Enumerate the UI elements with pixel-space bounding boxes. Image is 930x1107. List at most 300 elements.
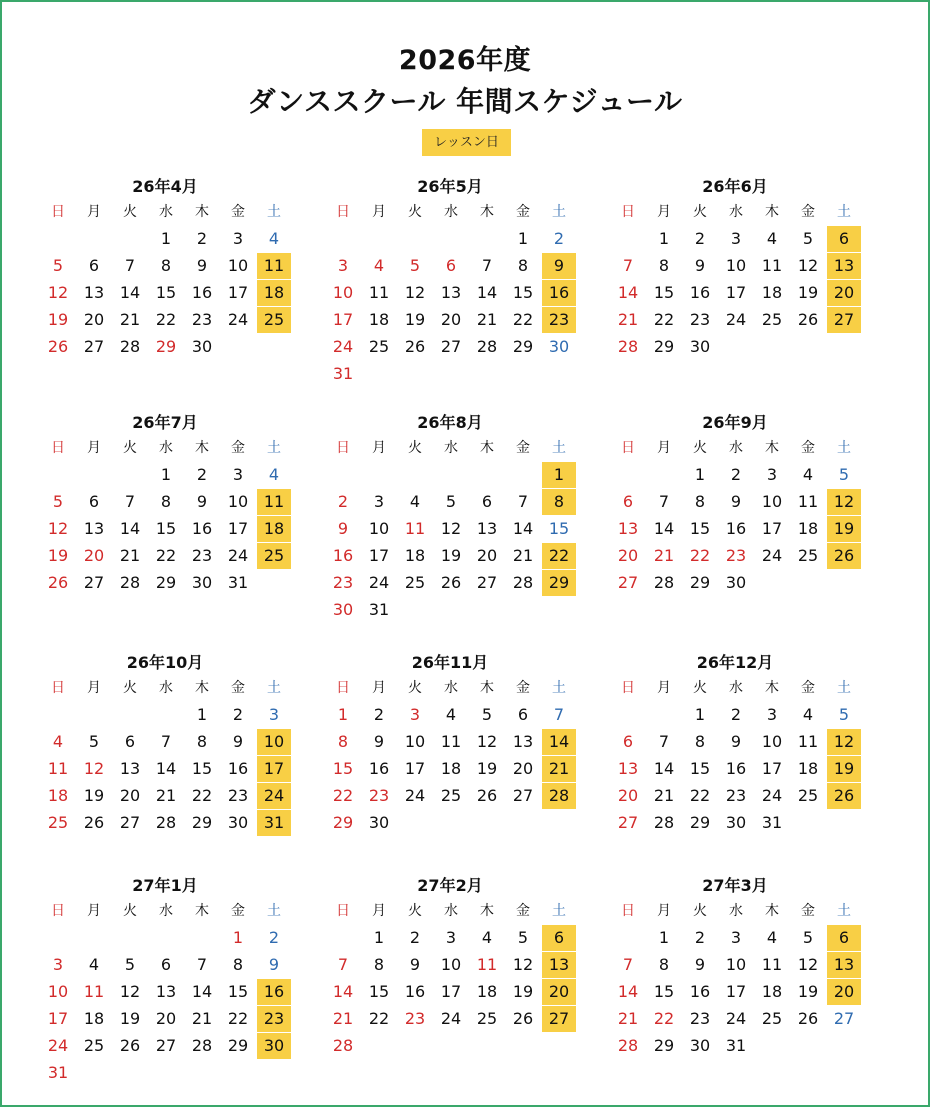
weekday-header: 月 xyxy=(657,903,671,919)
calendar-day: 27 xyxy=(440,337,462,356)
lesson-day: 6 xyxy=(827,925,861,951)
calendar-day: 27 xyxy=(155,1036,177,1055)
weekday-header: 月 xyxy=(372,903,386,919)
calendar-day: 22 xyxy=(368,1009,390,1028)
calendar-day: 6 xyxy=(445,256,457,275)
calendar-day: 31 xyxy=(368,600,390,619)
calendar-day: 7 xyxy=(658,492,670,511)
calendar-day: 15 xyxy=(548,519,570,538)
weekday-header: 日 xyxy=(51,680,65,696)
weekday-header: 土 xyxy=(267,903,281,919)
calendar-day: 23 xyxy=(725,786,747,805)
calendar-day: 14 xyxy=(119,283,141,302)
calendar-day: 28 xyxy=(155,813,177,832)
lesson-day: 26 xyxy=(827,543,861,569)
weekday-header: 金 xyxy=(516,204,530,220)
calendar-day: 9 xyxy=(409,955,421,974)
weekday-header: 月 xyxy=(657,440,671,456)
calendar-day: 5 xyxy=(52,256,64,275)
weekday-header: 土 xyxy=(837,440,851,456)
calendar-day: 17 xyxy=(227,283,249,302)
calendar-day: 17 xyxy=(725,982,747,1001)
calendar-day: 22 xyxy=(689,786,711,805)
calendar-day: 19 xyxy=(404,310,426,329)
calendar-day: 16 xyxy=(191,519,213,538)
lesson-day: 20 xyxy=(827,280,861,306)
calendar-day: 12 xyxy=(47,519,69,538)
calendar-day: 13 xyxy=(155,982,177,1001)
lesson-day: 10 xyxy=(257,729,291,755)
year-title: 2026年度 xyxy=(398,45,532,76)
lesson-day: 16 xyxy=(257,979,291,1005)
weekday-header: 日 xyxy=(621,680,635,696)
calendar-day: 6 xyxy=(622,492,634,511)
calendar-day: 13 xyxy=(83,283,105,302)
calendar-day: 24 xyxy=(227,310,249,329)
calendar-day: 25 xyxy=(83,1036,105,1055)
calendar-day: 15 xyxy=(653,982,675,1001)
calendar-day: 12 xyxy=(797,955,819,974)
calendar-day: 16 xyxy=(191,283,213,302)
calendar-day: 8 xyxy=(337,732,349,751)
weekday-header: 日 xyxy=(336,903,350,919)
weekday-header: 土 xyxy=(837,903,851,919)
weekday-header: 月 xyxy=(87,440,101,456)
calendar-day: 3 xyxy=(409,705,421,724)
calendar-day: 20 xyxy=(83,546,105,565)
calendar-day: 12 xyxy=(797,256,819,275)
lesson-day: 18 xyxy=(257,516,291,542)
calendar-day: 21 xyxy=(617,1009,639,1028)
weekday-header: 土 xyxy=(552,440,566,456)
lesson-day: 6 xyxy=(542,925,576,951)
calendar-day: 17 xyxy=(47,1009,69,1028)
calendar-day: 30 xyxy=(191,337,213,356)
calendar-day: 1 xyxy=(160,465,172,484)
calendar-day: 11 xyxy=(83,982,105,1001)
calendar-day: 28 xyxy=(512,573,534,592)
lesson-day: 17 xyxy=(257,756,291,782)
calendar-day: 20 xyxy=(119,786,141,805)
lesson-day: 12 xyxy=(827,489,861,515)
calendar-day: 1 xyxy=(160,229,172,248)
calendar-day: 21 xyxy=(191,1009,213,1028)
calendar-day: 7 xyxy=(337,955,349,974)
calendar-day: 23 xyxy=(368,786,390,805)
calendar-day: 24 xyxy=(725,1009,747,1028)
month-title: 26年6月 xyxy=(702,177,768,196)
month-title: 26年12月 xyxy=(696,653,774,672)
calendar-day: 22 xyxy=(512,310,534,329)
calendar-day: 5 xyxy=(838,705,850,724)
calendar-day: 14 xyxy=(512,519,534,538)
weekday-header: 木 xyxy=(195,204,209,220)
calendar-day: 15 xyxy=(191,759,213,778)
calendar-day: 25 xyxy=(476,1009,498,1028)
calendar-day: 26 xyxy=(797,1009,819,1028)
weekday-header: 水 xyxy=(729,440,743,456)
calendar-day: 13 xyxy=(440,283,462,302)
calendar-day: 2 xyxy=(196,229,208,248)
month-title: 26年5月 xyxy=(417,177,483,196)
calendar-day: 27 xyxy=(83,337,105,356)
calendar-day: 8 xyxy=(232,955,244,974)
weekday-header: 月 xyxy=(372,680,386,696)
weekday-header: 月 xyxy=(657,204,671,220)
calendar-day: 14 xyxy=(617,283,639,302)
lesson-day: 24 xyxy=(257,783,291,809)
calendar-day: 30 xyxy=(689,337,711,356)
calendar-day: 2 xyxy=(409,928,421,947)
calendar-day: 6 xyxy=(517,705,529,724)
calendar-day: 10 xyxy=(227,492,249,511)
calendar-day: 18 xyxy=(83,1009,105,1028)
calendar-day: 26 xyxy=(47,337,69,356)
calendar-day: 21 xyxy=(332,1009,354,1028)
calendar-day: 25 xyxy=(761,1009,783,1028)
calendar-day: 9 xyxy=(694,955,706,974)
weekday-header: 金 xyxy=(801,204,815,220)
calendar-day: 12 xyxy=(404,283,426,302)
calendar-day: 9 xyxy=(730,492,742,511)
calendar-day: 2 xyxy=(730,705,742,724)
calendar-day: 26 xyxy=(83,813,105,832)
calendar-day: 28 xyxy=(617,337,639,356)
weekday-header: 木 xyxy=(765,903,779,919)
weekday-header: 金 xyxy=(516,440,530,456)
calendar-day: 31 xyxy=(47,1063,69,1082)
weekday-header: 金 xyxy=(231,440,245,456)
calendar-day: 5 xyxy=(409,256,421,275)
calendar-day: 12 xyxy=(440,519,462,538)
calendar-day: 28 xyxy=(119,337,141,356)
lesson-day: 1 xyxy=(542,462,576,488)
weekday-header: 火 xyxy=(408,204,422,220)
lesson-day: 13 xyxy=(827,952,861,978)
calendar-day: 5 xyxy=(802,928,814,947)
calendar-day: 8 xyxy=(694,492,706,511)
weekday-header: 木 xyxy=(195,680,209,696)
calendar-day: 6 xyxy=(124,732,136,751)
calendar-day: 9 xyxy=(196,492,208,511)
calendar-day: 29 xyxy=(653,337,675,356)
calendar-day: 11 xyxy=(797,492,819,511)
calendar-day: 6 xyxy=(88,256,100,275)
calendar-day: 20 xyxy=(617,786,639,805)
month-title: 26年7月 xyxy=(132,413,198,432)
calendar-day: 9 xyxy=(730,732,742,751)
calendar-day: 30 xyxy=(548,337,570,356)
page-title: ダンススクール 年間スケジュール xyxy=(247,85,683,118)
weekday-header: 土 xyxy=(552,903,566,919)
calendar-day: 4 xyxy=(766,928,778,947)
weekday-header: 水 xyxy=(159,903,173,919)
calendar-day: 30 xyxy=(227,813,249,832)
weekday-header: 土 xyxy=(552,204,566,220)
calendar-day: 23 xyxy=(404,1009,426,1028)
calendar-day: 22 xyxy=(191,786,213,805)
weekday-header: 木 xyxy=(195,903,209,919)
calendar-day: 26 xyxy=(440,573,462,592)
calendar-day: 23 xyxy=(689,310,711,329)
calendar-day: 4 xyxy=(52,732,64,751)
calendar-day: 10 xyxy=(761,732,783,751)
weekday-header: 木 xyxy=(195,440,209,456)
weekday-header: 日 xyxy=(621,903,635,919)
calendar-day: 2 xyxy=(373,705,385,724)
calendar-day: 4 xyxy=(445,705,457,724)
calendar-day: 10 xyxy=(761,492,783,511)
calendar-day: 10 xyxy=(368,519,390,538)
calendar-day: 8 xyxy=(373,955,385,974)
lesson-day: 29 xyxy=(542,570,576,596)
calendar-day: 6 xyxy=(88,492,100,511)
lesson-day: 18 xyxy=(257,280,291,306)
calendar-day: 5 xyxy=(52,492,64,511)
lesson-day: 8 xyxy=(542,489,576,515)
calendar-day: 27 xyxy=(617,813,639,832)
calendar-day: 23 xyxy=(725,546,747,565)
calendar-day: 28 xyxy=(119,573,141,592)
calendar-day: 15 xyxy=(689,519,711,538)
calendar-day: 26 xyxy=(476,786,498,805)
calendar-day: 25 xyxy=(440,786,462,805)
calendar-day: 10 xyxy=(440,955,462,974)
calendar-day: 23 xyxy=(191,310,213,329)
calendar-day: 2 xyxy=(694,229,706,248)
calendar-day: 25 xyxy=(797,786,819,805)
calendar-day: 27 xyxy=(617,573,639,592)
month-title: 27年1月 xyxy=(132,876,198,895)
calendar-day: 1 xyxy=(658,928,670,947)
calendar-day: 8 xyxy=(694,732,706,751)
calendar-day: 1 xyxy=(517,229,529,248)
weekday-header: 日 xyxy=(51,204,65,220)
calendar-day: 3 xyxy=(766,465,778,484)
calendar-day: 7 xyxy=(481,256,493,275)
calendar-day: 7 xyxy=(160,732,172,751)
calendar-day: 24 xyxy=(368,573,390,592)
calendar-day: 7 xyxy=(658,732,670,751)
weekday-header: 月 xyxy=(372,440,386,456)
weekday-header: 木 xyxy=(480,680,494,696)
calendar-day: 28 xyxy=(653,573,675,592)
weekday-header: 木 xyxy=(765,204,779,220)
lesson-day: 31 xyxy=(257,810,291,836)
weekday-header: 日 xyxy=(336,440,350,456)
calendar-day: 21 xyxy=(653,546,675,565)
calendar-day: 7 xyxy=(124,256,136,275)
calendar-day: 10 xyxy=(332,283,354,302)
calendar-day: 7 xyxy=(124,492,136,511)
lesson-day: 30 xyxy=(257,1033,291,1059)
calendar-day: 3 xyxy=(232,465,244,484)
calendar-day: 13 xyxy=(617,759,639,778)
calendar-day: 3 xyxy=(52,955,64,974)
calendar-day: 19 xyxy=(476,759,498,778)
calendar-day: 5 xyxy=(517,928,529,947)
calendar-day: 29 xyxy=(653,1036,675,1055)
lesson-day: 19 xyxy=(827,756,861,782)
calendar-day: 22 xyxy=(155,546,177,565)
calendar-day: 9 xyxy=(337,519,349,538)
weekday-header: 水 xyxy=(444,903,458,919)
weekday-header: 木 xyxy=(480,440,494,456)
calendar-day: 24 xyxy=(761,786,783,805)
weekday-header: 金 xyxy=(516,680,530,696)
calendar-day: 29 xyxy=(332,813,354,832)
lesson-day: 22 xyxy=(542,543,576,569)
calendar-day: 7 xyxy=(196,955,208,974)
calendar-day: 5 xyxy=(445,492,457,511)
calendar-day: 25 xyxy=(368,337,390,356)
calendar-day: 28 xyxy=(476,337,498,356)
weekday-header: 金 xyxy=(801,903,815,919)
month-title: 26年10月 xyxy=(126,653,204,672)
calendar-day: 1 xyxy=(337,705,349,724)
calendar-day: 17 xyxy=(725,283,747,302)
lesson-day: 13 xyxy=(827,253,861,279)
weekday-header: 木 xyxy=(480,903,494,919)
weekday-header: 金 xyxy=(801,440,815,456)
calendar-day: 26 xyxy=(797,310,819,329)
calendar-day: 15 xyxy=(155,283,177,302)
calendar-day: 1 xyxy=(232,928,244,947)
calendar-day: 8 xyxy=(196,732,208,751)
month-title: 26年11月 xyxy=(411,653,489,672)
calendar-day: 11 xyxy=(761,256,783,275)
calendar-day: 10 xyxy=(725,256,747,275)
calendar-day: 30 xyxy=(689,1036,711,1055)
calendar-day: 19 xyxy=(83,786,105,805)
lesson-day: 27 xyxy=(542,1006,576,1032)
weekday-header: 木 xyxy=(765,440,779,456)
weekday-header: 日 xyxy=(621,204,635,220)
weekday-header: 日 xyxy=(51,440,65,456)
calendar-day: 12 xyxy=(47,283,69,302)
weekday-header: 火 xyxy=(123,903,137,919)
calendar-day: 28 xyxy=(617,1036,639,1055)
lesson-day: 21 xyxy=(542,756,576,782)
weekday-header: 水 xyxy=(729,204,743,220)
calendar-day: 29 xyxy=(227,1036,249,1055)
calendar-day: 31 xyxy=(725,1036,747,1055)
calendar-day: 8 xyxy=(658,256,670,275)
calendar-day: 10 xyxy=(404,732,426,751)
calendar-day: 8 xyxy=(517,256,529,275)
calendar-day: 25 xyxy=(404,573,426,592)
calendar-day: 21 xyxy=(476,310,498,329)
calendar-day: 22 xyxy=(227,1009,249,1028)
lesson-day: 9 xyxy=(542,253,576,279)
lesson-day: 28 xyxy=(542,783,576,809)
lesson-day: 27 xyxy=(827,307,861,333)
lesson-day: 12 xyxy=(827,729,861,755)
calendar-day: 2 xyxy=(268,928,280,947)
weekday-header: 日 xyxy=(336,680,350,696)
calendar-day: 29 xyxy=(191,813,213,832)
calendar-day: 10 xyxy=(47,982,69,1001)
calendar-day: 14 xyxy=(191,982,213,1001)
calendar-day: 4 xyxy=(766,229,778,248)
calendar-day: 23 xyxy=(332,573,354,592)
calendar-day: 11 xyxy=(47,759,69,778)
weekday-header: 月 xyxy=(87,903,101,919)
calendar-day: 2 xyxy=(337,492,349,511)
calendar-day: 21 xyxy=(617,310,639,329)
weekday-header: 火 xyxy=(693,680,707,696)
calendar-day: 3 xyxy=(232,229,244,248)
weekday-header: 水 xyxy=(729,903,743,919)
calendar-day: 10 xyxy=(227,256,249,275)
calendar-day: 11 xyxy=(761,955,783,974)
calendar-day: 5 xyxy=(481,705,493,724)
weekday-header: 火 xyxy=(693,204,707,220)
calendar-day: 23 xyxy=(227,786,249,805)
calendar-day: 12 xyxy=(119,982,141,1001)
calendar-day: 24 xyxy=(440,1009,462,1028)
month-title: 27年2月 xyxy=(417,876,483,895)
calendar-day: 2 xyxy=(730,465,742,484)
calendar-day: 7 xyxy=(622,955,634,974)
calendar-day: 1 xyxy=(658,229,670,248)
calendar-day: 12 xyxy=(83,759,105,778)
weekday-header: 金 xyxy=(801,680,815,696)
calendar-day: 3 xyxy=(445,928,457,947)
calendar-day: 3 xyxy=(730,928,742,947)
calendar-day: 2 xyxy=(553,229,565,248)
weekday-header: 月 xyxy=(372,204,386,220)
calendar-day: 6 xyxy=(622,732,634,751)
lesson-day: 23 xyxy=(257,1006,291,1032)
calendar-day: 19 xyxy=(47,310,69,329)
calendar-day: 17 xyxy=(404,759,426,778)
calendar-day: 17 xyxy=(761,759,783,778)
weekday-header: 火 xyxy=(693,903,707,919)
calendar-day: 16 xyxy=(332,546,354,565)
calendar-day: 1 xyxy=(196,705,208,724)
weekday-header: 火 xyxy=(123,440,137,456)
calendar-day: 3 xyxy=(337,256,349,275)
calendar-day: 9 xyxy=(373,732,385,751)
calendar-day: 6 xyxy=(481,492,493,511)
calendar-day: 26 xyxy=(119,1036,141,1055)
calendar-day: 18 xyxy=(440,759,462,778)
weekday-header: 月 xyxy=(87,204,101,220)
calendar-day: 3 xyxy=(766,705,778,724)
weekday-header: 日 xyxy=(336,204,350,220)
calendar-day: 17 xyxy=(761,519,783,538)
calendar-day: 9 xyxy=(268,955,280,974)
calendar-day: 1 xyxy=(373,928,385,947)
calendar-day: 31 xyxy=(761,813,783,832)
calendar-day: 2 xyxy=(232,705,244,724)
weekday-header: 土 xyxy=(552,680,566,696)
weekday-header: 火 xyxy=(123,680,137,696)
calendar-day: 9 xyxy=(694,256,706,275)
lesson-day: 11 xyxy=(257,253,291,279)
calendar-day: 6 xyxy=(160,955,172,974)
calendar-day: 4 xyxy=(481,928,493,947)
lesson-day: 26 xyxy=(827,783,861,809)
calendar-day: 27 xyxy=(119,813,141,832)
calendar-day: 19 xyxy=(797,982,819,1001)
calendar-day: 24 xyxy=(227,546,249,565)
calendar-day: 7 xyxy=(553,705,565,724)
calendar-day: 30 xyxy=(725,813,747,832)
calendar-day: 29 xyxy=(155,337,177,356)
calendar-day: 15 xyxy=(227,982,249,1001)
